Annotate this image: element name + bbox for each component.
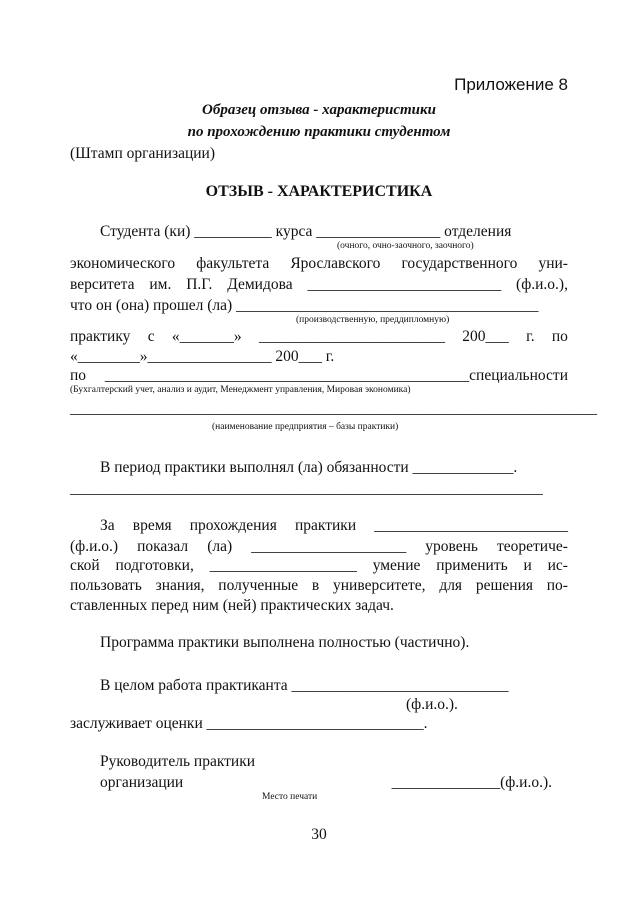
practice-type-note: (производственную, преддипломную) [296, 315, 450, 325]
department-note: (очного, очно-заочного, заочного) [337, 241, 474, 251]
document-heading: ОТЗЫВ - ХАРАКТЕРИСТИКА [205, 183, 433, 200]
seal-label: Место печати [262, 792, 318, 802]
duties-line: В период практики выполнял (ла) обязанности _____________. [100, 459, 518, 476]
title-line-1: Образец отзыва - характеристики [202, 102, 436, 118]
faculty-line: экономического факультета Ярославского государственного уни- [70, 255, 568, 272]
performance-line-2: (ф.и.о.) показал (ла) ____________________ уровень теоретиче- [70, 538, 568, 555]
supervisor-label: Руководитель практики [100, 753, 256, 770]
page-number: 30 [311, 826, 327, 843]
specialty-line: _______________________________________________специальности [104, 367, 568, 384]
stamp-label: (Штамп организации) [70, 145, 215, 162]
performance-line-4: пользовать знания, полученные в университете, для решения по- [70, 577, 568, 594]
grade-line: заслуживает оценки ____________________________. [70, 715, 428, 732]
enterprise-line: ____________________________________________________________________ [70, 400, 597, 417]
supervisor-signature-line: ______________(ф.и.о.). [391, 774, 552, 791]
performance-line-1: За время прохождения практики _________________________ [100, 517, 568, 534]
duties-continuation: _____________________________________________________________ [70, 480, 543, 497]
performance-line-5: ставленных перед ним (ней) практических задач. [70, 597, 394, 614]
practice-from-line: практику с «_______» ________________________ 200___ г. по [70, 328, 568, 345]
title-line-2: по прохождению практики студентом [187, 124, 451, 140]
program-completion-line: Программа практики выполнена полностью (частично). [100, 634, 470, 651]
fio-label: (ф.и.о.). [406, 696, 458, 713]
passed-practice-line: что он (она) прошел (ла) _______________________________________ [70, 297, 539, 314]
university-line: верситета им. П.Г. Демидова _________________________ (ф.и.о.), [70, 276, 568, 293]
performance-line-3: ской подготовки, ___________________ умение применить и ис- [70, 557, 568, 574]
appendix-label: Приложение 8 [454, 75, 568, 94]
overall-work-line: В целом работа практиканта ____________________________ [100, 677, 509, 694]
student-course-line: Студента (ки) __________ курса ________________ отделения [100, 223, 512, 240]
practice-to-line: «________»________________ 200___ г. [70, 348, 335, 365]
specialty-note: (Бухгалтерский учет, анализ и аудит, Менеджмент управления, Мировая экономика) [70, 385, 411, 395]
organization-label: организации [100, 774, 184, 791]
specialty-line-start: по [70, 367, 87, 384]
enterprise-note: (наименование предприятия – базы практики) [212, 422, 399, 432]
